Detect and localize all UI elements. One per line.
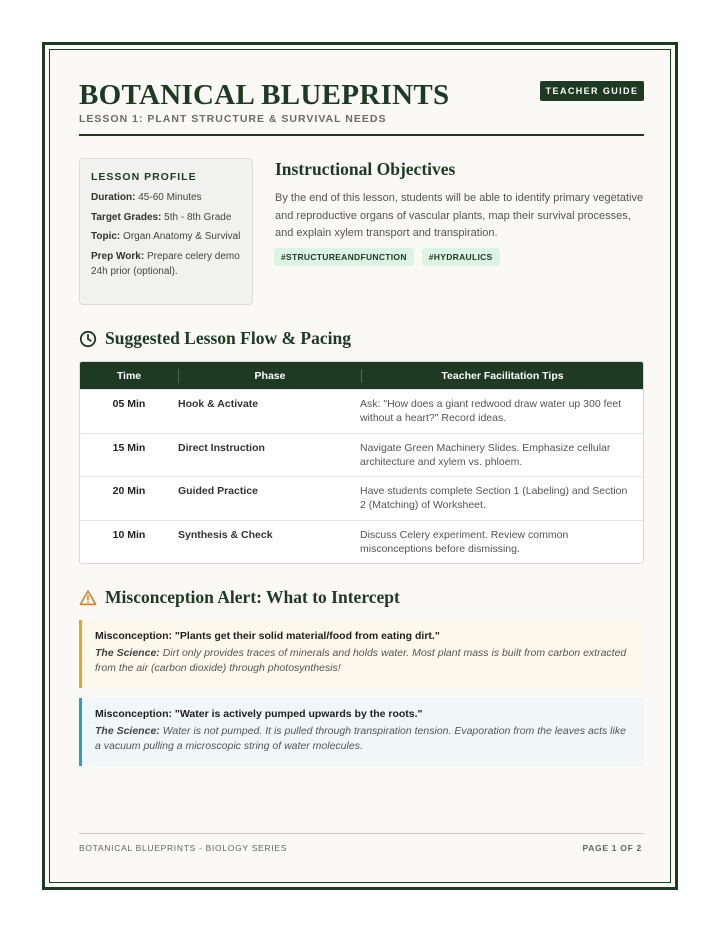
header-divider [79,134,644,136]
misconception-heading [79,587,400,608]
objectives-text: By the end of this lesson, students will be able to identify primary vegetative and reproductive organs of vascular plants, map their survival processes, and explain xylem transport and transpiration. [275,192,644,239]
row-phase: Direct Instruction [178,441,265,454]
row-time: 20 Min [112,485,146,497]
profile-prep-label: Prep Work: [91,250,145,262]
table-row [80,520,643,564]
misconception-card [79,698,644,766]
header-tips: Teacher Facilitation Tips [441,369,564,382]
profile-topic [91,229,241,245]
science-label: The Science: [95,647,160,659]
lesson-flow-heading [79,328,351,349]
table-row [80,389,643,433]
science-text: Water is not pumped. It is pulled through transpiration tension. Evaporation from the leaves acts like a vacuum pulling a microscopic string of water molecules. [95,725,626,752]
misconception-science [95,646,631,675]
header-phase: Phase [254,369,286,382]
table-row [80,433,643,477]
row-time: 15 Min [112,441,146,454]
objective-tags [274,248,500,266]
footer-page-number: PAGE 1 OF 2 [582,843,642,853]
lesson-flow-title: Suggested Lesson Flow & Pacing [105,328,351,348]
profile-topic-value: Organ Anatomy & Survival [123,231,241,242]
misconception-statement: Misconception: "Plants get their solid material/food from eating dirt." [95,630,440,642]
tag-structure: #STRUCTUREANDFUNCTION [274,248,414,266]
table-row [80,476,643,520]
lesson-flow-table [79,361,644,564]
profile-topic-label: Topic: [91,231,121,242]
lesson-subtitle: LESSON 1: PLANT STRUCTURE & SURVIVAL NEEDS [79,113,387,125]
science-text: Dirt only provides traces of minerals and holds water. Most plant mass is built from carbon extracted from the air (carbon dioxide) through photosynthesis! [95,647,627,674]
table-header [80,362,643,389]
profile-duration-value: 45-60 Minutes [138,192,202,203]
row-phase: Hook & Activate [178,398,259,410]
header-time: Time [116,369,142,382]
footer-divider [79,833,644,834]
misconception-title: Misconception Alert: What to Intercept [105,587,400,607]
lesson-profile-card [79,158,253,305]
profile-prep [91,249,241,280]
profile-prep-value: Prepare celery demo 24h prior (optional). [91,250,240,277]
misconception-science [95,724,631,753]
footer-series: BOTANICAL BLUEPRINTS - BIOLOGY SERIES [79,843,288,853]
row-time: 10 Min [112,528,146,541]
profile-duration [91,190,241,206]
clock-icon [79,330,97,348]
page-frame [42,42,678,890]
profile-duration-label: Duration: [91,192,136,203]
document-title: BOTANICAL BLUEPRINTS [79,79,450,111]
row-tips: Discuss Celery experiment. Review common misconceptions before dismissing. [360,528,569,555]
misconception-statement: Misconception: "Water is actively pumped upwards by the roots." [95,708,423,720]
science-label: The Science: [95,725,160,737]
lesson-profile-heading: LESSON PROFILE [91,171,197,183]
tag-hydraulics: #HYDRAULICS [422,248,500,266]
profile-grades-value: 5th - 8th Grade [164,211,232,223]
profile-grades-label: Target Grades: [91,211,162,223]
row-tips: Have students complete Section 1 (Labeling) and Section 2 (Matching) of Worksheet. [360,485,628,511]
row-phase: Synthesis & Check [178,528,273,541]
warning-icon [79,589,97,607]
row-tips: Ask: "How does a giant redwood draw water up 300 feet without a heart?" Record ideas. [360,398,622,424]
profile-grades [91,210,241,226]
row-tips: Navigate Green Machinery Slides. Emphasize cellular architecture and xylem vs. phloem. [360,441,611,468]
teacher-guide-badge: TEACHER GUIDE [540,81,644,101]
row-time: 05 Min [112,398,146,410]
misconception-card [79,620,644,688]
objectives-title: Instructional Objectives [275,159,456,179]
row-phase: Guided Practice [178,485,258,497]
